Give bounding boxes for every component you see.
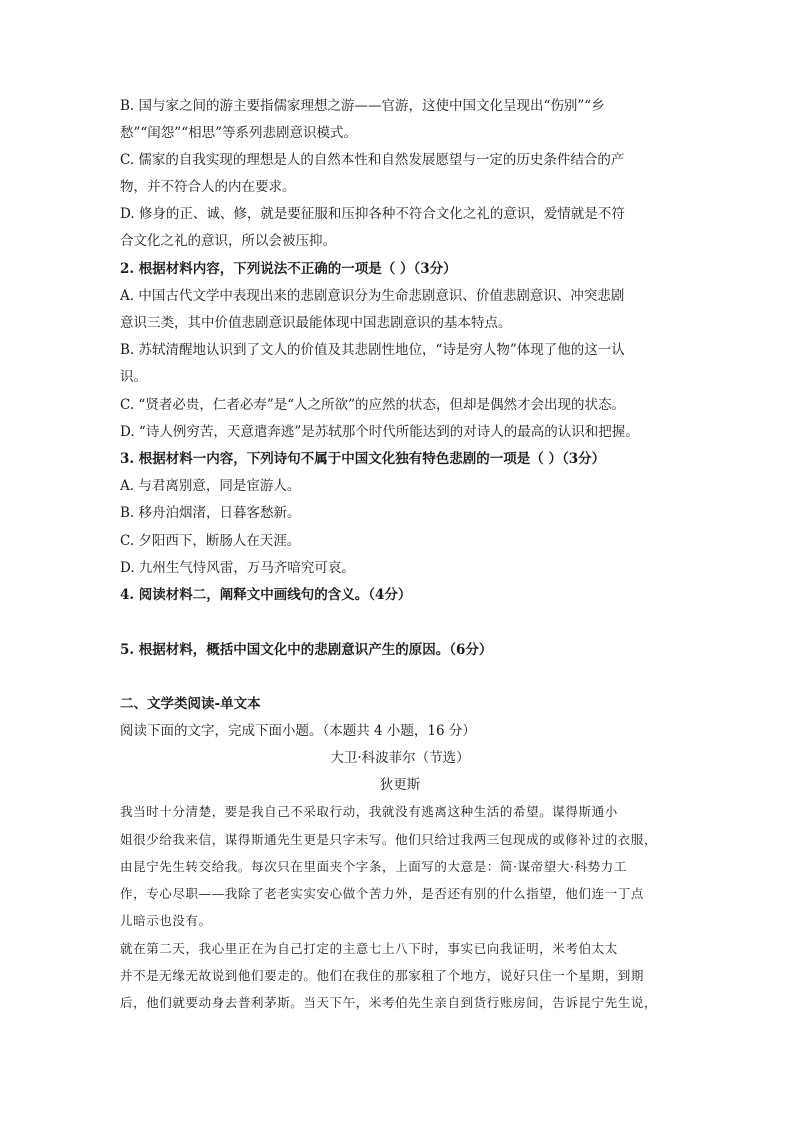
q2-option-b-line-2: 识。 xyxy=(120,369,147,385)
passage-title: 大卫·科波菲尔（节选） xyxy=(330,750,470,766)
q2-option-c: C. “贤者必贵，仁者必寿”是“人之所欲”的应然的状态，但却是偶然才会出现的状态。 xyxy=(120,397,626,413)
q2-option-d: D. “诗人例穷苦，天意遣奔逃”是苏轼那个时代所能达到的对诗人的最高的认识和把握。 xyxy=(120,424,639,440)
passage-line-1: 我当时十分清楚，要是我自己不采取行动，我就没有逃离这种生活的希望。谋得斯通小 xyxy=(120,804,618,819)
passage-line-8: 后，他们就要动身去普利茅斯。当天下午，米考伯先生亲自到货行账房间，告诉昆宁先生说， xyxy=(120,995,658,1010)
passage-line-3: 由昆宁先生转交给我。每次只在里面夹个字条，上面写的大意是：简·谋帝望大·科势力工 xyxy=(120,859,627,874)
question-2: 2. 根据材料内容，下列说法不正确的一项是（ ）（3分） xyxy=(120,261,457,277)
section-heading: 二、文学类阅读-单文本 xyxy=(120,696,261,712)
section-instruction: 阅读下面的文字，完成下面小题。（本题共 4 小题，16 分） xyxy=(120,723,476,739)
q2-option-a-line-2: 意识三类，其中价值悲剧意识最能体现中国悲剧意识的基本特点。 xyxy=(120,315,512,331)
q2-option-a-line-1: A. 中国古代文学中表现出来的悲剧意识分为生命悲剧意识、价值悲剧意识、冲突悲剧 xyxy=(120,288,625,304)
option-b-line-1: B. 国与家之间的游主要指儒家理想之游——官游，这使中国文化呈现出“伤别”“乡 xyxy=(120,98,605,114)
question-5: 5. 根据材料，概括中国文化中的悲剧意识产生的原因。（6分） xyxy=(120,642,493,658)
q3-option-a: A. 与君离别意，同是宦游人。 xyxy=(120,478,301,494)
option-d-line-1: D. 修身的正、诚、修，就是要征服和压抑各种不符合文化之礼的意识，爱情就是不符 xyxy=(120,206,625,222)
option-d-line-2: 合文化之礼的意识，所以会被压抑。 xyxy=(120,233,336,249)
q2-option-b-line-1: B. 苏轼清醒地认识到了文人的价值及其悲剧性地位，“诗是穷人物”体现了他的这一认 xyxy=(120,342,625,358)
passage-author: 狄更斯 xyxy=(379,777,421,793)
passage-line-7: 并不是无缘无故说到他们要走的。他们在我住的那家租了个地方，说好只住一个星期，到期 xyxy=(120,968,645,983)
question-4: 4. 阅读材料二，阐释文中画线句的含义。（4分） xyxy=(120,587,412,603)
passage-line-6: 就在第二天，我心里正在为自己打定的主意七上八下时，事实已向我证明，米考伯太太 xyxy=(120,941,618,956)
question-3: 3. 根据材料一内容，下列诗句不属于中国文化独有特色悲剧的一项是（ ）（3分） xyxy=(120,451,606,467)
passage-line-4: 作，专心尽职——我除了老老实实安心做个苦力外，是否还有别的什么指望，他们连一丁点 xyxy=(120,886,645,901)
q3-option-b: B. 移舟泊烟渚，日暮客愁新。 xyxy=(120,505,301,521)
option-b-line-2: 愁”“闺怨”“相思”等系列悲剧意识模式。 xyxy=(120,125,358,141)
option-c-line-2: 物，并不符合人的内在要求。 xyxy=(120,179,296,195)
q3-option-d: D. 九州生气恃风雷，万马齐喑究可哀。 xyxy=(120,560,355,576)
passage-line-2: 姐很少给我来信，谋得斯通先生更是只字未写。他们只给过我两三包现成的或修补过的衣服， xyxy=(120,832,658,847)
passage-line-5: 儿暗示也没有。 xyxy=(120,913,212,928)
q3-option-c: C. 夕阳西下，断肠人在天涯。 xyxy=(120,533,301,549)
option-c-line-1: C. 儒家的自我实现的理想是人的自然本性和自然发展愿望与一定的历史条件结合的产 xyxy=(120,152,625,168)
